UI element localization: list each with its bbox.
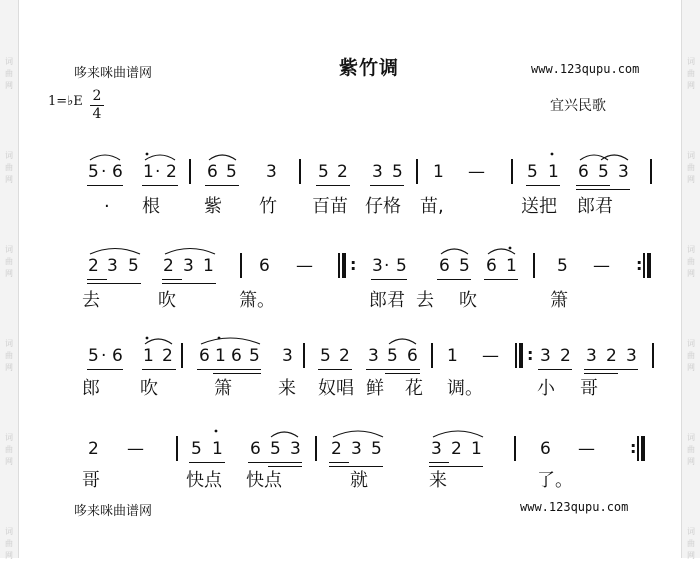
note: 5 <box>459 256 470 276</box>
lyric: 郎 <box>82 378 100 399</box>
note: 6 <box>207 162 218 182</box>
lyric: 快点 <box>186 470 222 491</box>
beam-underline <box>248 462 302 463</box>
note: 1 <box>212 439 223 459</box>
beam-underline <box>429 466 483 467</box>
lyric: 仔格 <box>365 196 401 217</box>
dot: · <box>384 256 390 276</box>
lyrics-line-2 <box>0 289 700 313</box>
watermark-glyph: 网 <box>687 363 695 372</box>
repeat-end-dots: : <box>630 438 637 457</box>
dot: · <box>101 162 107 182</box>
lyric: 去 <box>416 290 434 311</box>
repeat-end-thick <box>641 436 645 461</box>
note: 2 <box>451 439 462 459</box>
watermark-glyph: 词 <box>5 57 13 66</box>
watermark-glyph: 词 <box>5 339 13 348</box>
beam-underline <box>366 369 420 370</box>
barline <box>431 343 433 368</box>
note: 1 <box>447 346 458 366</box>
note: 2 <box>339 346 350 366</box>
lyric: 哥 <box>82 470 100 491</box>
watermark-glyph: 曲 <box>687 163 695 172</box>
barline <box>176 436 178 461</box>
octave-dot <box>218 337 221 340</box>
lyric: 郎君 <box>369 290 405 311</box>
octave-dot <box>146 337 149 340</box>
octave-dot <box>509 247 512 250</box>
beam-underline <box>316 185 350 186</box>
lyric: 吹 <box>158 290 176 311</box>
note: 2 <box>606 346 617 366</box>
key-signature: 1=♭E <box>48 94 83 109</box>
watermark-glyph: 网 <box>687 81 695 90</box>
lyric: 竹 <box>259 196 277 217</box>
lyric: 吹 <box>140 378 158 399</box>
dot: · <box>101 346 107 366</box>
repeat-end-thin <box>643 253 645 278</box>
lyric: 来 <box>278 378 296 399</box>
watermark-glyph: 词 <box>687 527 695 536</box>
note: 3 <box>183 256 194 276</box>
beam-underline <box>268 466 302 467</box>
notation-line-4 <box>0 436 700 462</box>
lyric: · <box>104 196 110 217</box>
beam-underline <box>213 373 261 374</box>
barline <box>652 343 654 368</box>
note: 5 <box>226 162 237 182</box>
dash: — <box>482 346 499 366</box>
lyric: 花 <box>405 378 423 399</box>
note: 6 <box>231 346 242 366</box>
note: 6 <box>259 256 270 276</box>
note: 5 <box>191 439 202 459</box>
lyric: 鲜 <box>366 378 384 399</box>
watermark-glyph: 曲 <box>5 445 13 454</box>
note: 3 <box>540 346 551 366</box>
note: 5 <box>128 256 139 276</box>
watermark-glyph: 词 <box>5 433 13 442</box>
beam-underline <box>584 373 618 374</box>
note: 2 <box>163 256 174 276</box>
watermark-glyph: 网 <box>5 269 13 278</box>
repeat-start-thick <box>342 253 346 278</box>
note: 6 <box>112 162 123 182</box>
note: 1 <box>506 256 517 276</box>
note: 3 <box>282 346 293 366</box>
repeat-start-thin <box>515 343 517 368</box>
note: 5 <box>270 439 281 459</box>
watermark-glyph: 曲 <box>5 351 13 360</box>
watermark-glyph: 曲 <box>5 257 13 266</box>
song-origin: 宜兴民歌 <box>550 98 606 114</box>
dash: — <box>468 162 485 182</box>
time-signature <box>90 89 104 122</box>
watermark-glyph: 词 <box>687 151 695 160</box>
watermark-glyph: 网 <box>5 81 13 90</box>
lyrics-line-4 <box>0 469 700 493</box>
dash: — <box>593 256 610 276</box>
dot: · <box>155 162 161 182</box>
beam-underline <box>526 185 560 186</box>
watermark-glyph: 曲 <box>5 539 13 548</box>
beam-underline <box>329 462 349 463</box>
watermark-glyph: 词 <box>687 339 695 348</box>
lyric: 来 <box>429 470 447 491</box>
notation-line-3 <box>0 343 700 369</box>
lyrics-line-3 <box>0 377 700 401</box>
beam-underline <box>538 369 572 370</box>
beam-underline <box>576 189 630 190</box>
barline <box>240 253 242 278</box>
barline <box>533 253 535 278</box>
watermark-glyph: 曲 <box>5 69 13 78</box>
beam-underline <box>87 185 123 186</box>
lyric: 快点 <box>246 470 282 491</box>
beam-underline <box>162 279 182 280</box>
watermark-glyph: 曲 <box>687 351 695 360</box>
note: 1 <box>433 162 444 182</box>
note: 1 <box>215 346 226 366</box>
site-url: www.123qupu.com <box>531 62 640 76</box>
note: 5 <box>88 346 99 366</box>
note: 1 <box>203 256 214 276</box>
beam-underline <box>484 279 518 280</box>
barline <box>315 436 317 461</box>
watermark-glyph: 曲 <box>687 69 695 78</box>
barline <box>181 343 183 368</box>
beam-underline <box>142 369 176 370</box>
barline <box>303 343 305 368</box>
barline <box>299 159 301 184</box>
footer-site-url: www.123qupu.com <box>520 500 629 514</box>
lyric: 就 <box>350 470 368 491</box>
repeat-end-thin <box>637 436 639 461</box>
note: 3 <box>431 439 442 459</box>
note: 6 <box>250 439 261 459</box>
note: 3 <box>351 439 362 459</box>
note: 3 <box>618 162 629 182</box>
note: 5 <box>527 162 538 182</box>
note: 6 <box>407 346 418 366</box>
note: 3 <box>372 256 383 276</box>
note: 6 <box>112 346 123 366</box>
watermark-glyph: 词 <box>687 57 695 66</box>
lyric: 箫。 <box>239 290 275 311</box>
octave-dot <box>215 430 218 433</box>
beam-underline <box>329 466 383 467</box>
lyric: 箫 <box>214 378 232 399</box>
note: 2 <box>560 346 571 366</box>
watermark-glyph: 网 <box>5 457 13 466</box>
dash: — <box>296 256 313 276</box>
lyric: 箫 <box>550 290 568 311</box>
note: 3 <box>626 346 637 366</box>
lyric: 哥 <box>580 378 598 399</box>
note: 1 <box>143 162 154 182</box>
note: 2 <box>331 439 342 459</box>
watermark-glyph: 词 <box>687 245 695 254</box>
notation-line-1 <box>0 159 700 185</box>
note: 1 <box>143 346 154 366</box>
barline <box>189 159 191 184</box>
beam-underline <box>429 462 449 463</box>
beam-underline <box>87 283 141 284</box>
note: 3 <box>107 256 118 276</box>
beam-underline <box>370 185 404 186</box>
watermark-glyph: 网 <box>687 175 695 184</box>
lyric: 调。 <box>447 378 483 399</box>
beam-underline <box>87 369 123 370</box>
note: 5 <box>387 346 398 366</box>
watermark-glyph: 曲 <box>687 445 695 454</box>
note: 6 <box>540 439 551 459</box>
note: 6 <box>578 162 589 182</box>
lyric: 吹 <box>459 290 477 311</box>
note: 5 <box>371 439 382 459</box>
note: 5 <box>320 346 331 366</box>
note: 5 <box>598 162 609 182</box>
dash: — <box>578 439 595 459</box>
note: 5 <box>88 162 99 182</box>
footer-site-name: 哆来咪曲谱网 <box>74 504 153 519</box>
lyric: 根 <box>142 196 160 217</box>
note: 5 <box>249 346 260 366</box>
note: 3 <box>290 439 301 459</box>
note: 5 <box>396 256 407 276</box>
note: 5 <box>318 162 329 182</box>
note: 6 <box>486 256 497 276</box>
repeat-start-thin <box>338 253 340 278</box>
watermark-glyph: 词 <box>5 527 13 536</box>
repeat-end-thick <box>647 253 651 278</box>
lyric: 苗, <box>420 196 444 217</box>
watermark-glyph: 曲 <box>5 163 13 172</box>
beam-underline <box>205 185 239 186</box>
note: 3 <box>372 162 383 182</box>
note: 6 <box>439 256 450 276</box>
beam-underline <box>576 185 610 186</box>
note: 5 <box>392 162 403 182</box>
octave-dot <box>146 153 149 156</box>
beam-underline <box>371 279 407 280</box>
note: 3 <box>368 346 379 366</box>
watermark-glyph: 网 <box>687 457 695 466</box>
beam-underline <box>197 369 261 370</box>
beam-underline <box>584 369 638 370</box>
lyric: 了。 <box>537 470 573 491</box>
note: 2 <box>88 439 99 459</box>
lyrics-line-1 <box>0 195 700 219</box>
beam-underline <box>87 279 107 280</box>
lyric: 去 <box>82 290 100 311</box>
watermark-glyph: 网 <box>687 551 695 560</box>
note: 2 <box>88 256 99 276</box>
note: 6 <box>199 346 210 366</box>
lyric: 郎君 <box>577 196 613 217</box>
song-title: 紫竹调 <box>339 57 400 79</box>
beam-underline <box>318 369 352 370</box>
lyric: 紫 <box>204 196 222 217</box>
barline <box>511 159 513 184</box>
watermark-glyph: 曲 <box>687 257 695 266</box>
beam-underline <box>385 373 420 374</box>
dash: — <box>127 439 144 459</box>
watermark-glyph: 网 <box>5 175 13 184</box>
repeat-end-dots: : <box>636 255 643 274</box>
beam-underline <box>189 462 225 463</box>
note: 2 <box>337 162 348 182</box>
watermark-glyph: 词 <box>687 433 695 442</box>
note: 5 <box>557 256 568 276</box>
lyric: 小 <box>537 378 555 399</box>
lyric: 送把 <box>521 196 557 217</box>
watermark-glyph: 词 <box>5 245 13 254</box>
barline <box>514 436 516 461</box>
repeat-start-thick <box>519 343 523 368</box>
note: 3 <box>586 346 597 366</box>
beam-underline <box>437 279 471 280</box>
lyric: 奴唱 <box>318 378 354 399</box>
beam-underline <box>142 185 178 186</box>
time-signature-top: 2 <box>92 88 102 104</box>
watermark-glyph: 曲 <box>687 539 695 548</box>
note: 3 <box>266 162 277 182</box>
repeat-start-dots: : <box>350 255 357 274</box>
note: 2 <box>166 162 177 182</box>
note: 2 <box>162 346 173 366</box>
repeat-start-dots: : <box>527 345 534 364</box>
barline <box>416 159 418 184</box>
beam-underline <box>162 283 216 284</box>
note: 1 <box>471 439 482 459</box>
watermark-glyph: 网 <box>5 363 13 372</box>
octave-dot <box>551 153 554 156</box>
watermark-glyph: 网 <box>5 551 13 560</box>
watermark-glyph: 网 <box>687 269 695 278</box>
time-signature-bottom: 4 <box>92 106 102 122</box>
watermark-glyph: 词 <box>5 151 13 160</box>
site-name: 哆来咪曲谱网 <box>74 66 153 81</box>
lyric: 百苗 <box>312 196 348 217</box>
barline <box>650 159 652 184</box>
note: 1 <box>548 162 559 182</box>
